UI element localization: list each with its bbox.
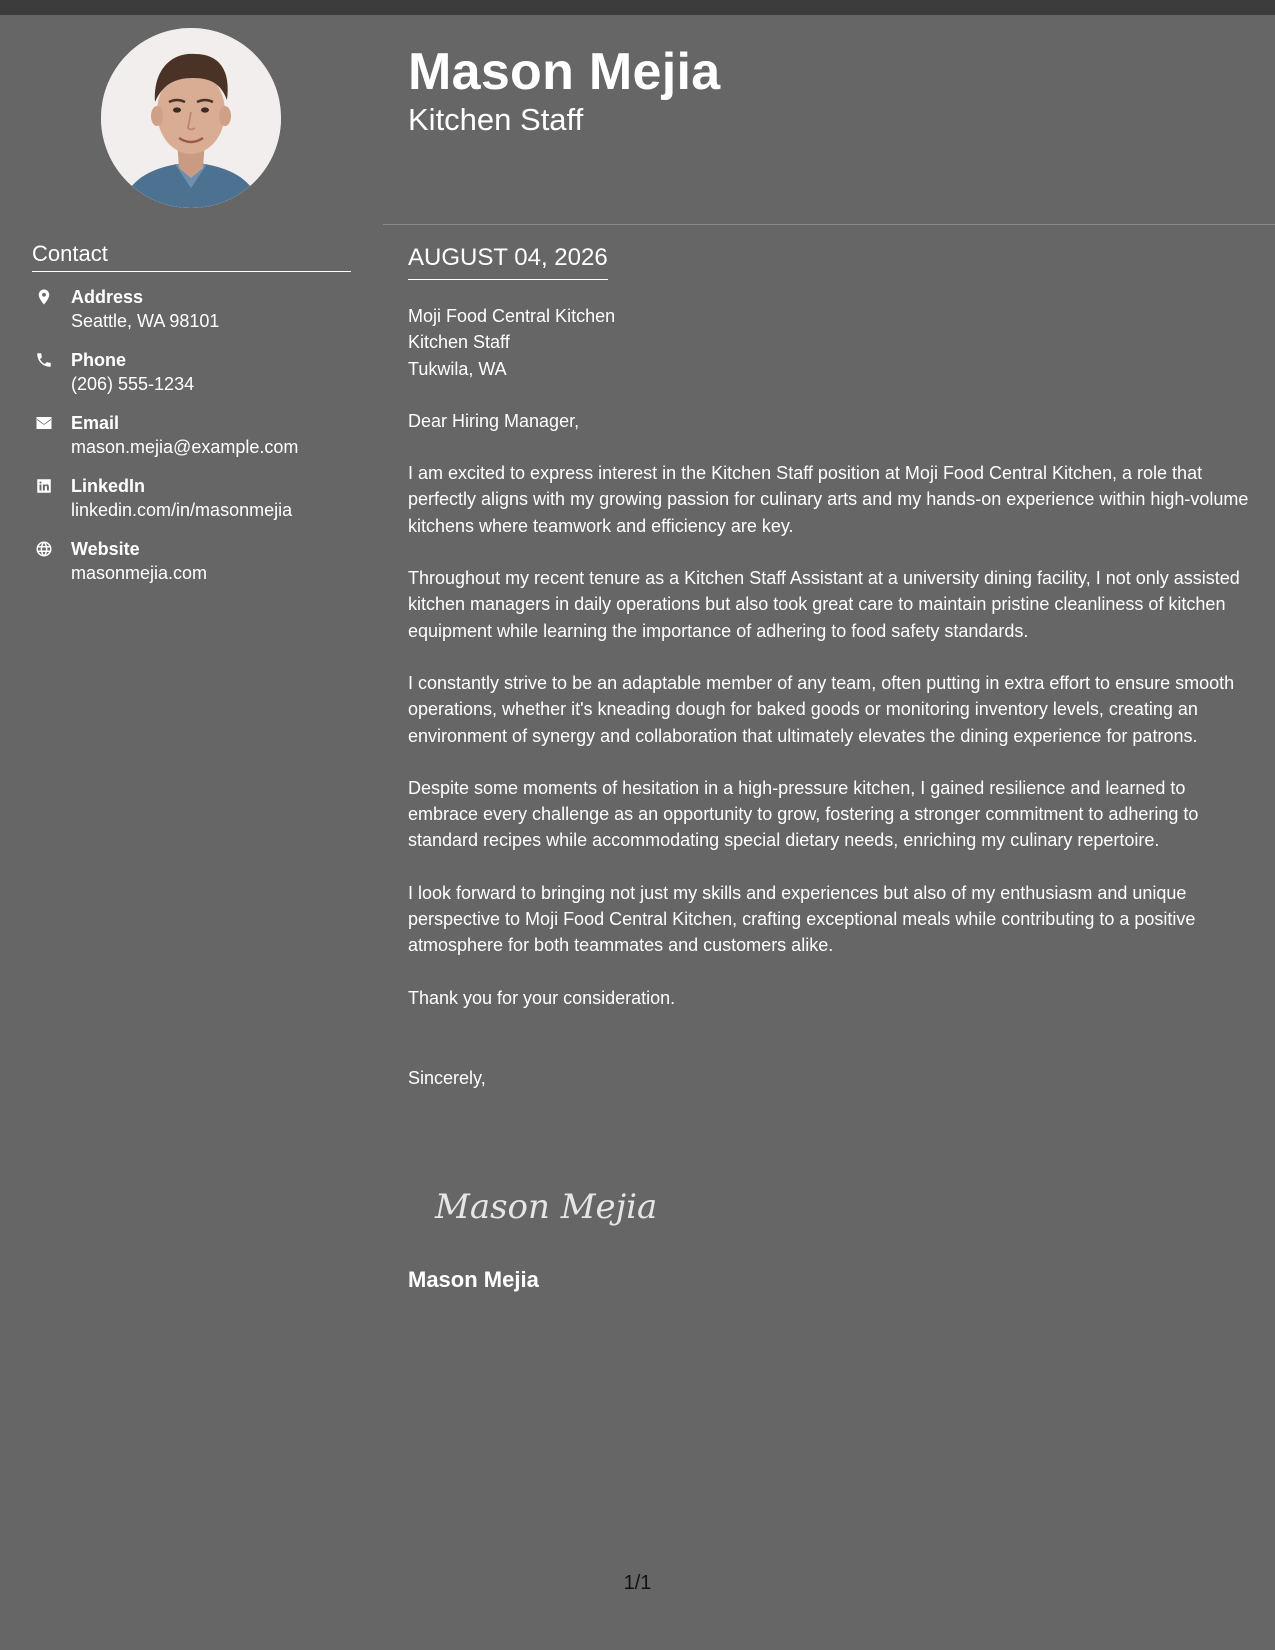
phone-value: (206) 555-1234: [71, 374, 195, 394]
paragraph: I look forward to bringing not just my skills and experiences but also of my enthusiasm and unique perspective to Moji Food Central Kitchen, crafting exceptional meals while contributing to a positive atmosphere for both teammates and customers alike.: [408, 882, 1196, 956]
contact-label: Address: [71, 287, 144, 307]
linkedin-value: linkedin.com/in/masonmejia: [71, 500, 293, 520]
linkedin-icon: [34, 476, 53, 495]
paragraph: Despite some moments of hesitation in a high-pressure kitchen, I gained resilience and learned to embrace every challenge as an opportunity to grow, fostering a stronger commitment to adhering to standard recipes while accommodating special dietary needs, enriching my culinary repertoire.: [408, 777, 1199, 851]
signer-name: Mason Mejia: [408, 1267, 539, 1292]
contact-list: [32, 285, 362, 600]
header-divider: [383, 224, 1275, 225]
contact-item-phone: [32, 348, 362, 411]
contact-label: LinkedIn: [71, 476, 146, 496]
email-icon: [34, 413, 53, 432]
contact-item-linkedin: [32, 474, 362, 537]
signature-text: Mason Mejia: [435, 1187, 658, 1227]
handwritten-signature: [431, 1178, 671, 1233]
applicant-name: Mason Mejia: [408, 43, 721, 101]
recipient-company: Moji Food Central Kitchen: [408, 306, 616, 326]
contact-label: Email: [71, 413, 120, 433]
closing: Sincerely,: [408, 1067, 486, 1088]
profile-photo: [101, 28, 281, 208]
letter-body: [408, 303, 1250, 1091]
paragraph: I am excited to express interest in the Kitchen Staff position at Moji Food Central Kitchen, a role that perfectly aligns with my growing passion for culinary arts and my hands-on experience within high-volume kitchens where teamwork and efficiency are key.: [408, 463, 1249, 536]
applicant-job-title: Kitchen Staff: [408, 102, 584, 137]
recipient-position: Kitchen Staff: [408, 332, 510, 353]
window-top-bar: [0, 0, 1275, 15]
contact-item-address: [32, 285, 362, 348]
phone-icon: [34, 350, 53, 369]
sidebar: [0, 15, 383, 1650]
contact-heading: Contact: [32, 241, 351, 272]
contact-label: Website: [71, 539, 140, 559]
address-value: Seattle, WA 98101: [71, 311, 220, 331]
map-pin-icon: [34, 287, 53, 306]
recipient-block: [408, 303, 1250, 382]
website-value: masonmejia.com: [71, 563, 208, 583]
contact-label: Phone: [71, 350, 127, 370]
recipient-location: Tukwila, WA: [408, 358, 507, 379]
email-value: mason.mejia@example.com: [71, 437, 299, 457]
cover-letter-page: [0, 15, 1275, 1650]
letter-date: AUGUST 04, 2026: [408, 243, 608, 280]
contact-item-website: [32, 537, 362, 600]
paragraph: I constantly strive to be an adaptable member of any team, often putting in extra effort to ensure smooth operations, whether it's kneading dough for baked goods or monitoring inventory levels, creating an environment of synergy and collaboration that ultimately elevates the dining experience for patrons.: [408, 672, 1235, 746]
avatar: [101, 28, 281, 208]
globe-icon: [34, 539, 53, 558]
page-indicator: 1/1: [623, 1572, 652, 1594]
letter-main: [383, 15, 1275, 1650]
paragraph: Throughout my recent tenure as a Kitchen Staff Assistant at a university dining facility, I not only assisted kitchen managers in daily operations but also took great care to maintain pristine cleanliness of kitchen equipment while learning the importance of adhering to food safety standards.: [408, 568, 1240, 641]
contact-item-email: [32, 411, 362, 474]
thanks-line: Thank you for your consideration.: [408, 987, 676, 1008]
greeting: Dear Hiring Manager,: [408, 410, 580, 431]
